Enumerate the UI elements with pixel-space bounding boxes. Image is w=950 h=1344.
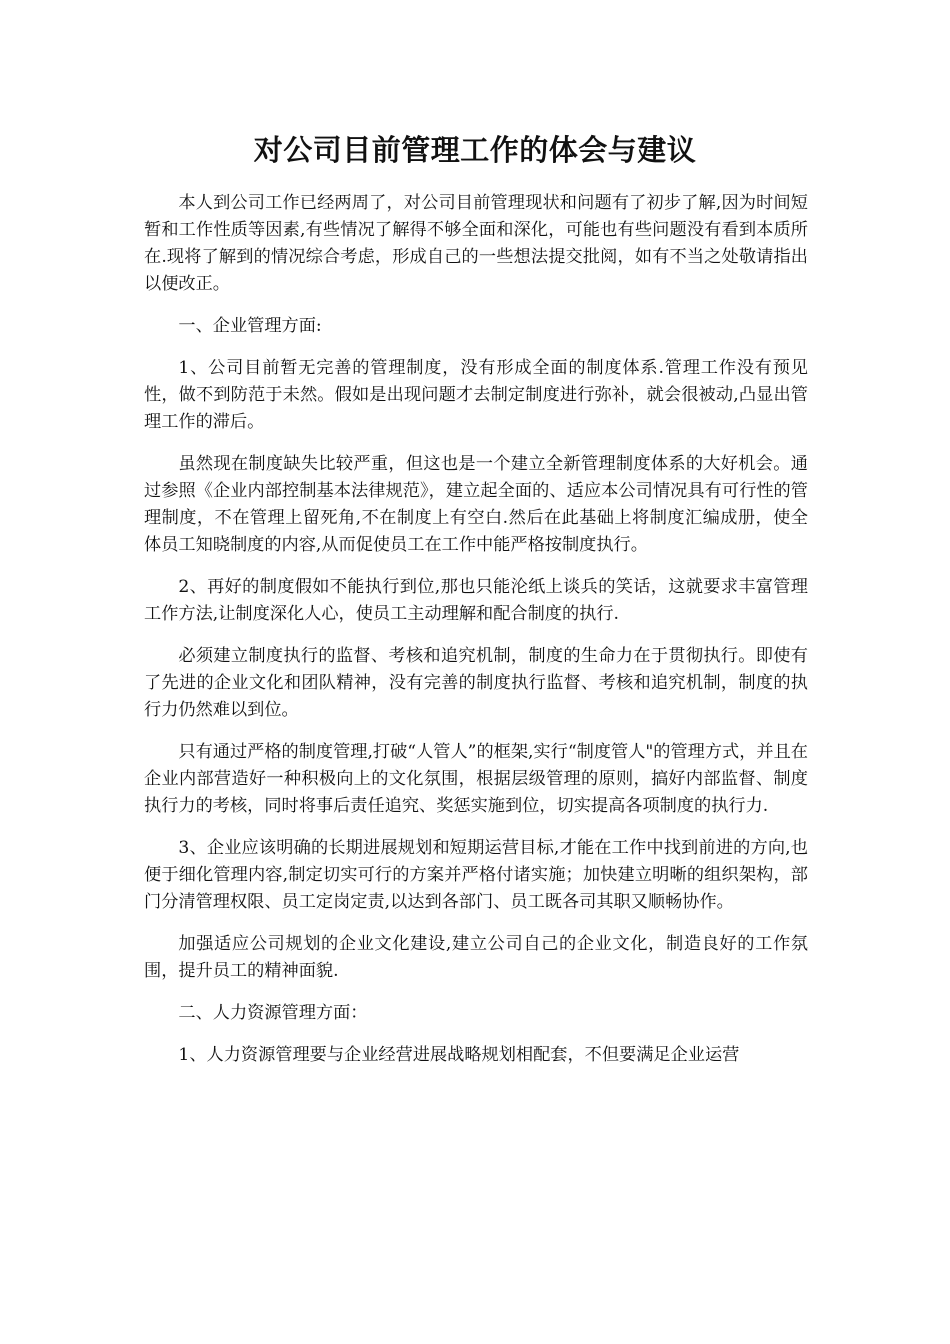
paragraph-point-2-supervision: 必须建立制度执行的监督、考核和追究机制，制度的生命力在于贯彻执行。即使有了先进的企业文化和团队精神，没有完善的制度执行监督、考核和追究机制，制度的执行力仍然难以到位。 [144,646,808,720]
document-body [144,190,808,1084]
paragraph-intro: 本人到公司工作已经两周了，对公司目前管理现状和问题有了初步了解,因为时间短暂和工作性质等因素,有些情况了解得不够全面和深化，可能也有些问题没有看到本质所在.现将了解到的情况综合考虑，形成自己的一些想法提交批阅，如有不当之处敬请指出以便改正。 [144,193,808,294]
paragraph-point-2-detail: 只有通过严格的制度管理,打破“人管人”的框架,实行“制度管人"的管理方式，并且在企业内部营造好一种积极向上的文化氛围，根据层级管理的原则，搞好内部监督、制度执行力的考核，同时将事后责任追究、奖惩实施到位，切实提高各项制度的执行力. [144,742,808,816]
paragraph-point-1: 1、公司目前暂无完善的管理制度，没有形成全面的制度体系.管理工作没有预见性，做不到防范于未然。假如是出现问题才去制定制度进行弥补，就会很被动,凸显出管理工作的滞后。 [144,358,808,432]
paragraph-hr-point-1: 1、人力资源管理要与企业经营进展战略规划相配套，不但要满足企业运营 [178,1045,740,1065]
document-title: 对公司目前管理工作的体会与建议 [253,133,697,167]
paragraph-point-1-detail: 虽然现在制度缺失比较严重，但这也是一个建立全新管理制度体系的大好机会。通过参照《企业内部控制基本法律规范》，建立起全面的、适应本公司情况具有可行性的管理制度，不在管理上留死角,不在制度上有空白.然后在此基础上将制度汇编成册，使全体员工知晓制度的内容,从而促使员工在工作中能严格按制度执行。 [144,454,808,555]
section-heading-enterprise-management: 一、企业管理方面: [178,316,322,336]
paragraph-point-3: 3、企业应该明确的长期进展规划和短期运营目标,才能在工作中找到前进的方向,也便于细化管理内容,制定切实可行的方案并严格付诸实施；加快建立明晰的组织架构，部门分清管理权限、员工定岗定责,以达到各部门、员工既各司其职又顺畅协作。 [144,838,808,912]
paragraph-point-2: 2、再好的制度假如不能执行到位,那也只能沦纸上谈兵的笑话，这就要求丰富管理工作方法,让制度深化人心，使员工主动理解和配合制度的执行. [144,577,808,624]
section-heading-hr-management: 二、人力资源管理方面： [178,1003,368,1023]
paragraph-point-3-culture: 加强适应公司规划的企业文化建设,建立公司自己的企业文化，制造良好的工作氛围，提升员工的精神面貌. [144,934,808,981]
